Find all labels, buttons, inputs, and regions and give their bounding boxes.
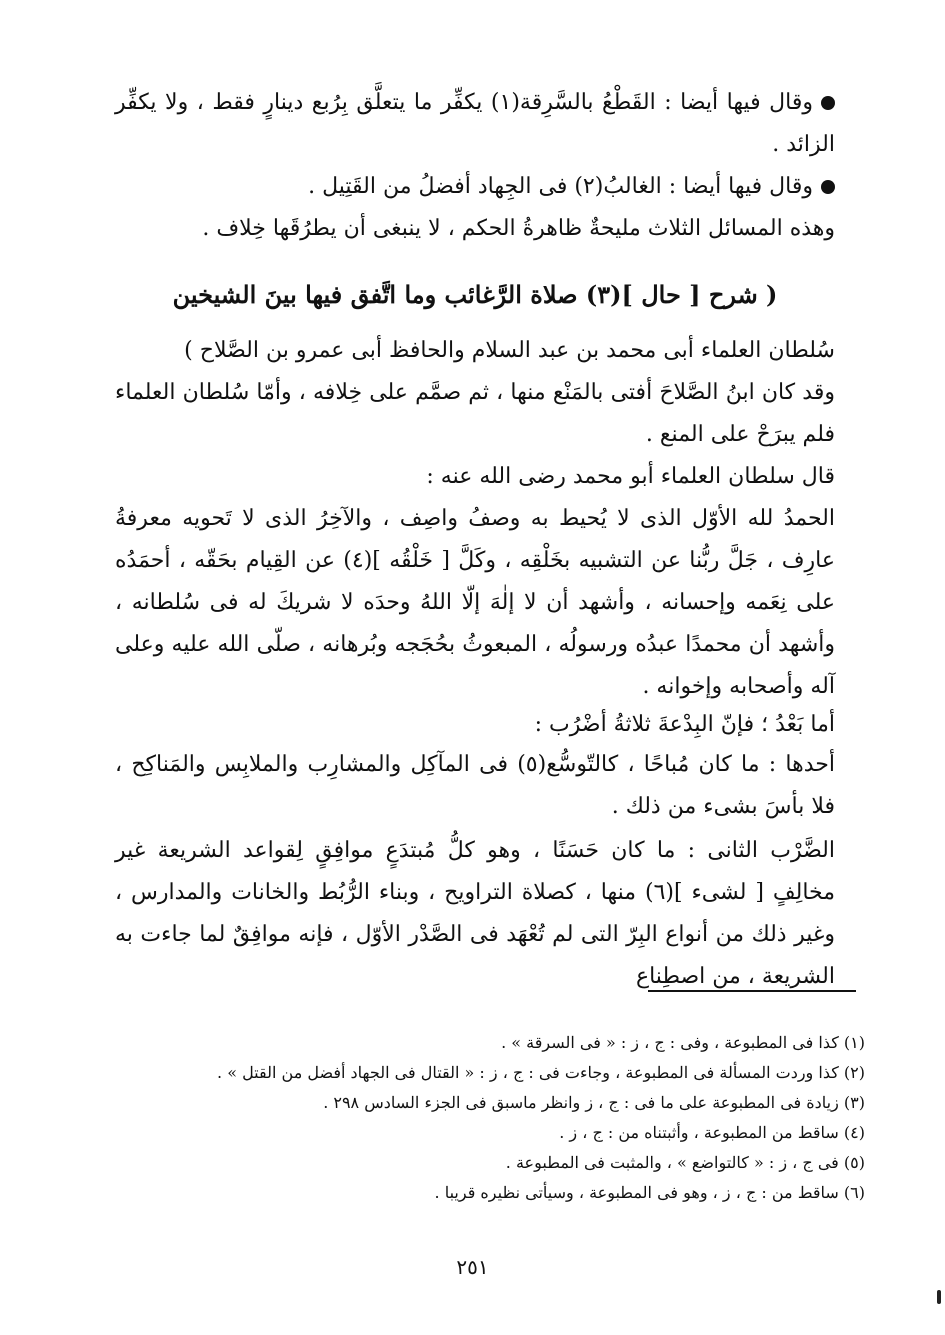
paragraph-text: وقال فيها أيضا : الغالبُ(٢) فى الجِهاد أفضلُ من القَتِيل . xyxy=(308,174,813,199)
paragraph-praise: الحمدُ لله الأوّل الذى لا يُحيط به وصفُ واصِف ، والآخِرُ الذى لا تَحويه معرفةُ عارِف ، جَلَّ ربُّنا عن التشبيه بخَلْقِه ، وكَلَّ [ خَلْقُه ](٤) عن القِيام بحَقّه ، أحمَدُه على نِعَمه وإحسانه ، وأشهد أن لا إلٰهَ إلّا اللهُ وحدَه لا شريكَ له فى سُلطانه ، وأشهد أن محمدًا عبدُه ورسولُه ، المبعوثُ بحُجَجه وبُرهانه ، صلّى الله عليه وعلى آله وأصحابه وإخوانه . xyxy=(115,506,836,699)
paragraph-victor-jihad xyxy=(115,166,835,208)
paragraph-three-issues xyxy=(115,208,835,250)
footnotes xyxy=(145,1028,865,1208)
footnote-3: (٣) زيادة فى المطبوعة على ما فى : ج ، ز وانظر ماسبق فى الجزء السادس ٢٩٨ . xyxy=(323,1093,865,1112)
footnote-2: (٢) كذا وردت المسألة فى المطبوعة ، وجاءت فى : ج ، ز : « القتال فى الجهاد أفضل من القتل » . xyxy=(217,1063,865,1082)
footnote-divider xyxy=(648,990,856,992)
paragraph-text: وقال فيها أيضا : القَطْعُ بالسَّرِقة(١) يكفِّر ما يتعلَّق بِرُبع دينارٍ فقط ، ولا يكفِّر الزائد . xyxy=(115,90,835,157)
paragraph-first-kind: أحدها : ما كان مُباحًا ، كالتّوسُّع(٥) فى المآكِل والمشارِب والملابِس والمَناكِح ، فلا بأسَ بشىء من ذلك . xyxy=(115,752,835,819)
footnote-4: (٤) ساقط من المطبوعة ، وأثبتناه من : ج ، ز . xyxy=(559,1123,865,1142)
scan-edge-mark xyxy=(937,1290,941,1304)
footnote-6: (٦) ساقط من : ج ، ز ، وهو فى المطبوعة ، وسيأتى نظيره قريبا . xyxy=(434,1183,865,1202)
bullet-icon xyxy=(821,180,835,194)
paragraph-ibn-salah: وقد كان ابنُ الصَّلاحَ أفتى بالمَنْع منها ، ثم صمَّم على خِلافه ، وأمّا سُلطان العلماء فلم يبرَحْ على المنع . xyxy=(115,380,835,447)
paragraph-second-kind: الضَّرْب الثانى : ما كان حَسَنًا ، وهو كلُّ مُبتدَعٍ موافِقٍ لِقواعد الشريعة غير مخالِفٍ [ لشىء ](٦) منها ، كصلاة التراويح ، وبناء الرُّبُط والخانات والمدارس ، وغير ذلك من أنواع البِرّ التى لم تُعْهَد فى الصَّدْر الأوّل ، فإنه موافِقٌ لما جاءت به الشريعة ، من اصطِناع xyxy=(115,838,836,989)
section-heading-line-1: ( شرح [ حال ](٣) صلاة الرَّغائب وما اتَّفق فيها بينَ الشيخين xyxy=(172,280,778,309)
page-number: ٢٥١ xyxy=(456,1255,489,1279)
paragraph-cutting-theft xyxy=(115,82,835,166)
paragraph-said-sultan: قال سلطان العلماء أبو محمد رضى الله عنه : xyxy=(426,464,835,489)
footnote-1: (١) كذا فى المطبوعة ، وفى : ج ، ز : « فى السرقة » . xyxy=(501,1033,865,1052)
paragraph-three-kinds: أما بَعْدُ ؛ فإنّ البِدْعةَ ثلاثةُ أضْرُب : xyxy=(534,712,835,737)
bullet-icon xyxy=(821,96,835,110)
footnote-5: (٥) فى ج ، ز : « كالتواضع » ، والمثبت فى المطبوعة . xyxy=(505,1153,865,1172)
paragraph-text: وهذه المسائل الثلاث مليحةٌ ظاهرةُ الحكم ، لا ينبغى أن يطرُقَها خِلاف . xyxy=(202,216,835,241)
section-heading-line-2: سُلطان العلماء أبى محمد بن عبد السلام والحافظ أبى عمرو بن الصَّلاح ) xyxy=(184,338,835,363)
